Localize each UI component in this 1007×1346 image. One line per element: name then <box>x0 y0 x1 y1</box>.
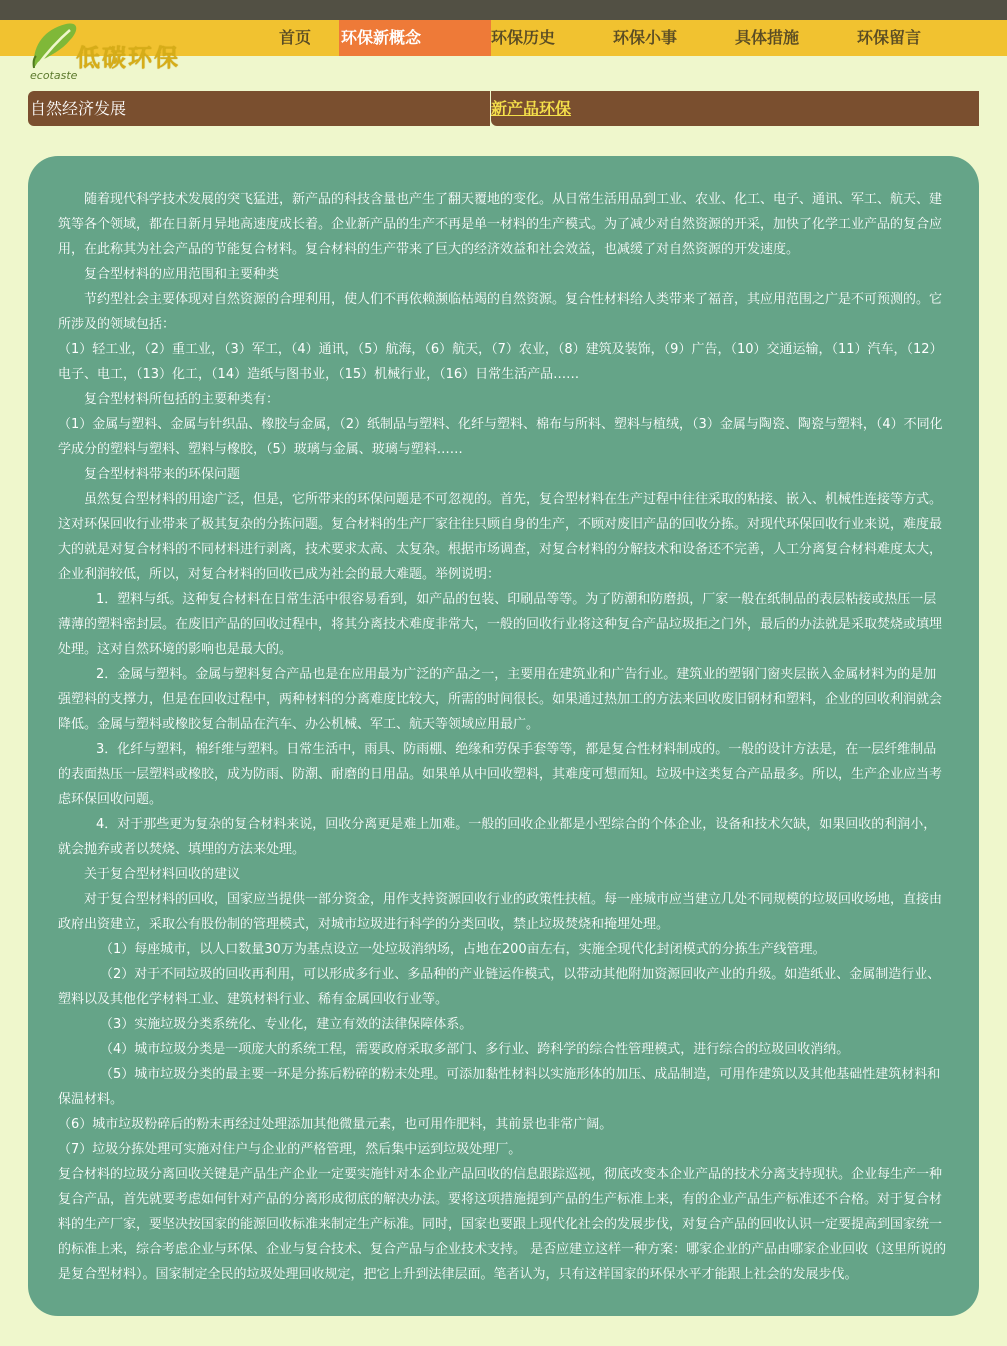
nav-measures[interactable]: 具体措施 <box>735 28 800 47</box>
article-paragraph: 对于复合型材料的回收，国家应当提供一部分资金，用作支持资源回收行业的政策性扶植。每一座城市应当建立几处不同规模的垃圾回收场地，直接由政府出资建立，采取公有股份制的管理模式，对城市垃圾进行科学的分类回收，禁止垃圾焚烧和掩埋处理。 <box>58 892 943 932</box>
article-list-item: （2）对于不同垃圾的回收再利用，可以形成多行业、多品种的产业链运作模式，以带动其他附加资源回收产业的升级。如造纸业、金属制造行业、塑料以及其他化学材料工业、建筑材料行业、稀有金属回收行业等。 <box>58 967 941 1007</box>
article-paragraph: 虽然复合型材料的用途广泛，但是，它所带来的环保问题是不可忽视的。首先，复合型材料在生产过程中往往采取的粘接、嵌入、机械性连接等方式。这对环保回收行业带来了极其复杂的分拣问题。复合材料的生产厂家往往只顾自身的生产，不顾对废旧产品的回收分拣。对现代环保回收行业来说，难度最大的就是对复合材料的不同材料进行剥离，技术要求太高、太复杂。根据市场调查，对复合材料的分解技术和设备还不完善，人工分离复合材料难度太大，企业利润较低，所以，对复合材料的回收已成为社会的最大难题。举例说明： <box>58 492 943 582</box>
section-title-left: 自然经济发展 <box>28 91 490 126</box>
article-panel <box>28 156 979 1316</box>
article-paragraph: （1）金属与塑料、金属与针织品、橡胶与金属，（2）纸制品与塑料、化纤与塑料、棉布与所料、塑料与植绒，（3）金属与陶瓷、陶瓷与塑料，（4）不同化学成分的塑料与塑料、塑料与橡胶，（5）玻璃与金属、玻璃与塑料…… <box>58 417 943 457</box>
article-paragraph: 1．塑料与纸。这种复合材料在日常生活中很容易看到，如产品的包装、印刷品等等。为了防潮和防磨损，厂家一般在纸制品的表层粘接或热压一层薄薄的塑料密封层。在废旧产品的回收过程中，将其分离技术难度非常大，一般的回收行业将这种复合产品垃圾拒之门外，最后的办法就是采取焚烧或填埋处理。这对自然环境的影响也是最大的。 <box>58 592 943 657</box>
article-list-item: （1）每座城市，以人口数量30万为基点设立一处垃圾消纳场，占地在200亩左右，实施全现代化封闭模式的分拣生产线管理。 <box>100 942 826 957</box>
article-paragraph: （1）轻工业，（2）重工业，（3）军工，（4）通讯，（5）航海，（6）航天，（7）农业，（8）建筑及装饰，（9）广告，（10）交通运输，（11）汽车，（12）电子、电工，（13）化工，（14）造纸与图书业，（15）机械行业，（16）日常生活产品…… <box>58 342 943 382</box>
article-paragraph: 复合材料的垃圾分离回收关键是产品生产企业一定要实施针对本企业产品回收的信息跟踪巡视，彻底改变本企业产品的技术分离支持现状。企业每生产一种复合产品，首先就要考虑如何针对产品的分离形成彻底的解决办法。要将这项措施提到产品的生产标准上来，有的企业产品生产标准还不合格。对于复合材料的生产厂家，要坚决按国家的能源回收标准来制定生产标准。同时，国家也要跟上现代化社会的发展步伐，对复合产品的回收认识一定要提高到国家统一的标准上来，综合考虑企业与环保、企业与复合技术、复合产品与企业技术支持。 是否应建立这样一种方案：哪家企业的产品由哪家企业回收（这里所说的是复合型材料）。国家制定全民的垃圾处理回收规定，把它上升到法律层面。笔者认为，只有这样国家的环保水平才能跟上社会的发展步伐。 <box>58 1167 947 1282</box>
logo[interactable] <box>28 22 218 84</box>
article-paragraph: 随着现代科学技术发展的突飞猛进，新产品的科技含量也产生了翻天覆地的变化。从日常生活用品到工业、农业、化工、电子、通讯、军工、航天、建筑等各个领域，都在日新月异地高速度成长着。企业新产品的生产不再是单一材料的生产模式。为了减少对自然资源的开采，加快了化学工业产品的复合应用，在此称其为社会产品的节能复合材料。复合材料的生产带来了巨大的经济效益和社会效益，也减缓了对自然资源的开发速度。 <box>58 192 943 257</box>
logo-subtitle: ecotaste <box>30 69 78 82</box>
article-subheading: 关于复合型材料回收的建议 <box>84 867 241 882</box>
article-list-item: （7）垃圾分拣处理可实施对住户与企业的严格管理，然后集中运到垃圾处理厂。 <box>58 1142 522 1157</box>
article-paragraph: 3．化纤与塑料，棉纤维与塑料。日常生活中，雨具、防雨棚、绝缘和劳保手套等等，都是复合性材料制成的。一般的设计方法是，在一层纤维制品的表面热压一层塑料或橡胶，成为防雨、防潮、耐磨的日用品。如果单从中回收塑料，其难度可想而知。垃圾中这类复合产品最多。所以，生产企业应当考虑环保回收问题。 <box>58 742 943 807</box>
article-paragraph: 节约型社会主要体现对自然资源的合理利用，使人们不再依赖濒临枯竭的自然资源。复合性材料给人类带来了福音，其应用范围之广是不可预测的。它所涉及的领域包括： <box>58 292 943 332</box>
article-list-item: （6）城市垃圾粉碎后的粉末再经过处理添加其他微量元素，也可用作肥料，其前景也非常广阔。 <box>58 1117 613 1132</box>
article-list-item: （5）城市垃圾分类的最主要一环是分拣后粉碎的粉末处理。可添加黏性材料以实施形体的加压、成品制造，可用作建筑以及其他基础性建筑材料和保温材料。 <box>58 1067 941 1107</box>
article-subheading: 复合型材料的应用范围和主要种类 <box>84 267 280 282</box>
section-link-new-products[interactable]: 新产品环保 <box>491 91 979 126</box>
article-paragraph: 4．对于那些更为复杂的复合材料来说，回收分离更是难上加难。一般的回收企业都是小型综合的个体企业，设备和技术欠缺，如果回收的利润小，就会抛弃或者以焚烧、填埋的方法来处理。 <box>58 817 937 857</box>
nav-messages[interactable]: 环保留言 <box>857 28 922 47</box>
article-list-item: （3）实施垃圾分类系统化、专业化，建立有效的法律保障体系。 <box>100 1017 473 1032</box>
nav-home[interactable]: 首页 <box>279 28 312 47</box>
leaf-icon <box>28 22 82 72</box>
nav-small-things[interactable]: 环保小事 <box>613 28 678 47</box>
article-list-item: （4）城市垃圾分类是一项庞大的系统工程，需要政府采取多部门、多行业、跨科学的综合性管理模式，进行综合的垃圾回收消纳。 <box>100 1042 850 1057</box>
article-subheading: 复合型材料所包括的主要种类有： <box>84 392 280 407</box>
article-subheading: 复合型材料带来的环保问题 <box>84 467 241 482</box>
nav-history[interactable]: 环保历史 <box>491 28 556 47</box>
nav-new-concept[interactable]: 环保新概念 <box>339 20 491 56</box>
top-strip <box>0 0 1007 20</box>
article-paragraph: 2．金属与塑料。金属与塑料复合产品也是在应用最为广泛的产品之一，主要用在建筑业和广告行业。建筑业的塑钢门窗夹层嵌入金属材料为的是加强塑料的支撑力，但是在回收过程中，两种材料的分离难度比较大，所需的时间很长。如果通过热加工的方法来回收废旧钢材和塑料，企业的回收利润就会降低。金属与塑料或橡胶复合制品在汽车、办公机械、军工、航天等领域应用最广。 <box>58 667 943 732</box>
logo-title: 低碳环保 <box>76 43 180 72</box>
